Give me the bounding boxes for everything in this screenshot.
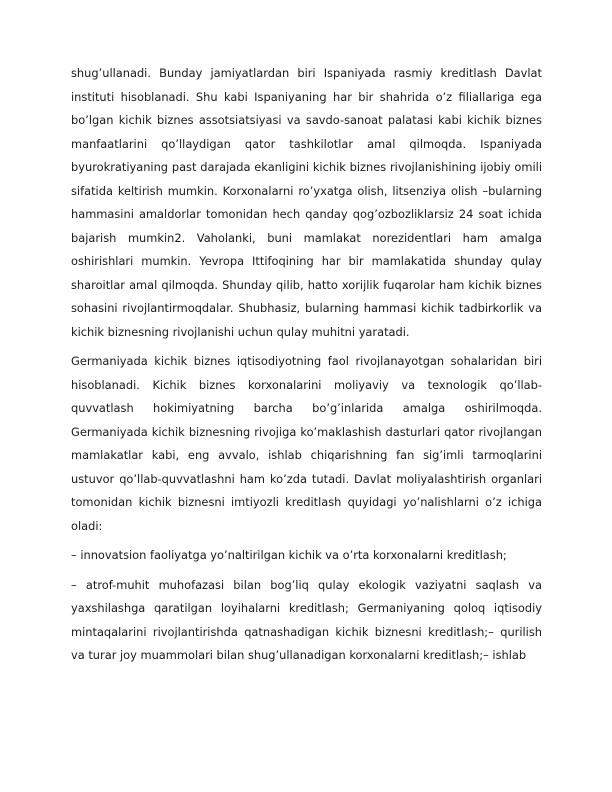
list-item-innovation-credit: – innovatsion faoliyatga yo’naltirilgan kichik va o’rta korxonalarni kreditlash; [71,548,507,562]
document-page [71,62,542,674]
paragraph-spain-small-business: shug’ullanadi. Bunday jamiyatlardan biri Ispaniyada rasmiy kreditlash Davlat instituti hisoblanadi. Shu kabi Ispaniyaning har bir shahrida o’z filiallariga ega bo’lgan kichik biznes assotsiatsiyasi va savdo-sanoat palatasi kabi kichik biznes manfaatlarini qo’llaydigan qator tashkilotlar amal qilmoqda. Ispaniyada byurokratiyaning past darajada ekanligini kichik biznes rivojlanishining ijobiy omili sifatida keltirish mumkin. Korxonalarni ro’yxatga olish, litsenziya olish –bularning hammasini amaldorlar tomonidan hech qanday qog’ozbozliklarsiz 24 soat ichida bajarish mumkin2. Vaholanki, buni mamlakat norezidentlari ham amalga oshirishlari mumkin. Yevropa Ittifoqining har bir mamlakatida shunday qulay sharoitlar amal qilmoqda. Shunday qilib, hatto xorijlik fuqarolar ham kichik biznes sohasini rivojlantirmoqdalar. Shubhasiz, bularning hammasi kichik tadbirkorlik va kichik biznesning rivojlanishi uchun qulay muhitni yaratadi. [71,66,542,339]
paragraph-germany-small-business: Germaniyada kichik biznes iqtisodiyotning faol rivojlanayotgan sohalaridan biri hisoblanadi. Kichik biznes korxonalarini moliyaviy va texnologik qo’llab-quvvatlash hokimiyatning barcha bo’g’inlarida amalga oshirilmoqda. Germaniyada kichik biznesning rivojiga ko’maklashish dasturlari qator rivojlangan mamlakatlar kabi, eng avvalo, ishlab chiqarishning fan sig’imli tarmoqlarini ustuvor qo’llab-quvvatlashni ham ko’zda tutadi. Davlat moliyalashtirish organlari tomonidan kichik biznesni imtiyozli kreditlash quyidagi yo’nalishlarni o’z ichiga oladi: [71,354,542,533]
list-item-ecology-credit: – atrof-muhit muhofazasi bilan bog’liq qulay ekologik vaziyatni saqlash va yaxshilashga qaratilgan loyihalarni kreditlash; Germaniyaning qoloq iqtisodiy mintaqalarini rivojlantirishda qatnashadigan kichik biznesni kreditlash;– qurilish va turar joy muammolari bilan shug’ullanadigan korxonalarni kreditlash;– ishlab [71,577,542,662]
